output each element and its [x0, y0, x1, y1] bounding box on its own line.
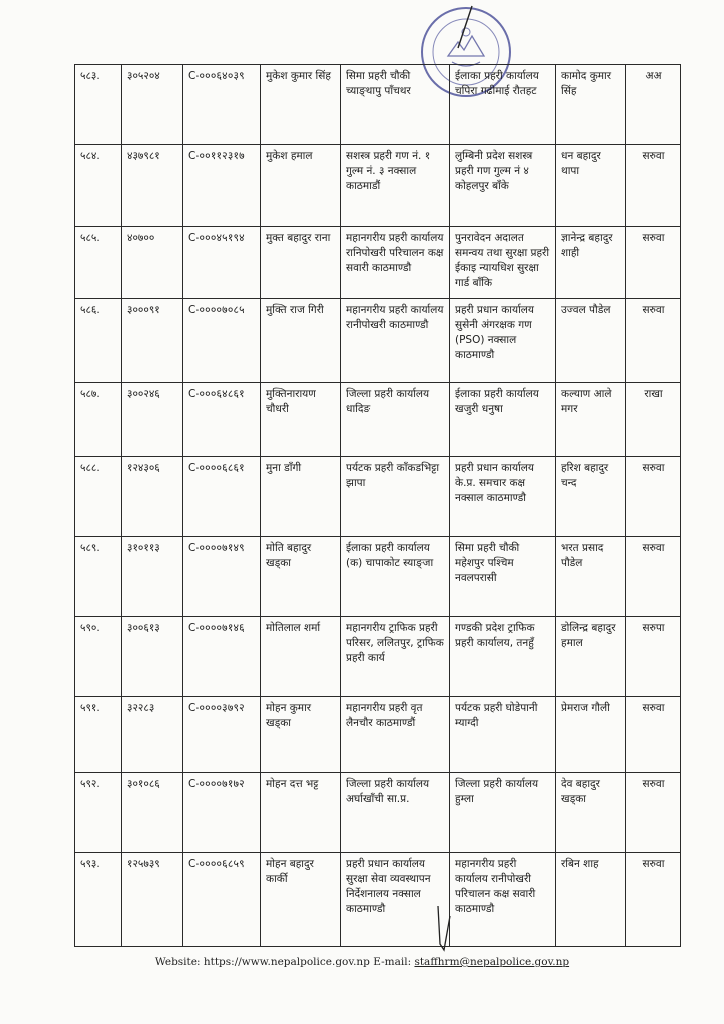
- record-code: C-००००६८६१: [183, 457, 261, 537]
- remark: सरुवा: [626, 773, 681, 853]
- remark: सरुवा: [626, 299, 681, 383]
- approver-name: रबिन शाह: [556, 853, 626, 947]
- footer-website: Website: https://www.nepalpolice.gov.np E-mail:: [154, 956, 415, 968]
- table-row: [75, 383, 681, 457]
- new-office: लुम्बिनी प्रदेश सशस्त्र प्रहरी गण गुल्म नं ४ कोहलपुर बाँके: [450, 145, 556, 227]
- table-row: [75, 299, 681, 383]
- table-row: [75, 227, 681, 299]
- new-office: सिमा प्रहरी चौकी महेशपुर पश्चिम नवलपरासी: [450, 537, 556, 617]
- new-office: ईलाका प्रहरी कार्यालय खजुरी धनुषा: [450, 383, 556, 457]
- serial-number: ५९३.: [75, 853, 122, 947]
- footer-email-link[interactable]: staffhrm@nepalpolice.gov.np: [414, 956, 570, 968]
- remark: राखा: [626, 383, 681, 457]
- serial-number: ५८८.: [75, 457, 122, 537]
- employee-name: मोहन कुमार खड्का: [261, 697, 341, 773]
- serial-number: ५८४.: [75, 145, 122, 227]
- remark: सरुवा: [626, 145, 681, 227]
- current-office: प्रहरी प्रधान कार्यालय सुरक्षा सेवा व्यवस्थापन निर्देशनालय नक्साल काठमाण्डौ: [341, 853, 450, 947]
- current-office: जिल्ला प्रहरी कार्यालय अर्घाखाँची सा.प्र.: [341, 773, 450, 853]
- table-row: [75, 697, 681, 773]
- serial-number: ५८६.: [75, 299, 122, 383]
- approver-name: धन बहादुर थापा: [556, 145, 626, 227]
- employee-name: मोति बहादुर खड्का: [261, 537, 341, 617]
- approver-name: देव बहादुर खड्का: [556, 773, 626, 853]
- record-code: C-००००३७९२: [183, 697, 261, 773]
- remark: सरुवा: [626, 853, 681, 947]
- personnel-id: ३०००९१: [122, 299, 183, 383]
- approver-name: ज्ञानेन्द्र बहादुर शाही: [556, 227, 626, 299]
- current-office: सशस्त्र प्रहरी गण नं. १ गुल्म नं. ३ नक्साल काठमाडौं: [341, 145, 450, 227]
- current-office: ईलाका प्रहरी कार्यालय (क) चापाकोट स्याङ्जा: [341, 537, 450, 617]
- approver-name: भरत प्रसाद पौडेल: [556, 537, 626, 617]
- remark: सरुवा: [626, 537, 681, 617]
- serial-number: ५९२.: [75, 773, 122, 853]
- table-row: [75, 617, 681, 697]
- personnel-id: ४३७९८१: [122, 145, 183, 227]
- employee-name: मुक्ति राज गिरी: [261, 299, 341, 383]
- approver-name: कामोद कुमार सिंह: [556, 65, 626, 145]
- current-office: महानगरीय प्रहरी कार्यालय रानीपोखरी काठमाण्डौ: [341, 299, 450, 383]
- table-row: [75, 145, 681, 227]
- table-row: [75, 773, 681, 853]
- table-row: [75, 853, 681, 947]
- personnel-id: ३१०११३: [122, 537, 183, 617]
- current-office: महानगरीय ट्राफिक प्रहरी परिसर, ललितपुर, ट्राफिक प्रहरी कार्य: [341, 617, 450, 697]
- table-row: [75, 457, 681, 537]
- record-code: C-००११२३१७: [183, 145, 261, 227]
- current-office: जिल्ला प्रहरी कार्यालय धादिङ: [341, 383, 450, 457]
- remark: सरुपा: [626, 617, 681, 697]
- record-code: C-०००६४८६१: [183, 383, 261, 457]
- personnel-id: ३००२४६: [122, 383, 183, 457]
- personnel-id: ३२२८३: [122, 697, 183, 773]
- employee-name: मोहन दत्त भट्ट: [261, 773, 341, 853]
- current-office: महानगरीय प्रहरी वृत लैनचौर काठमाण्डौं: [341, 697, 450, 773]
- new-office: पुनरावेदन अदालत समन्वय तथा सुरक्षा प्रहरी ईकाइ न्यायधिश सुरक्षा गार्ड बाँकि: [450, 227, 556, 299]
- record-code: C-००००७१७२: [183, 773, 261, 853]
- personnel-id: १२५७३९: [122, 853, 183, 947]
- new-office: ईलाका प्रहरी कार्यालय चपिरा गढीमाई रौतहट: [450, 65, 556, 145]
- record-code: C-००००७१४६: [183, 617, 261, 697]
- employee-name: मुना डाँगी: [261, 457, 341, 537]
- new-office: पर्यटक प्रहरी घोडेपानी म्याग्दी: [450, 697, 556, 773]
- personnel-id: ३०५२०४: [122, 65, 183, 145]
- serial-number: ५८७.: [75, 383, 122, 457]
- approver-name: कल्याण आले मगर: [556, 383, 626, 457]
- current-office: सिमा प्रहरी चौकी च्याङ्थापु पाँचथर: [341, 65, 450, 145]
- new-office: महानगरीय प्रहरी कार्यालय रानीपोखरी परिचालन कक्ष सवारी काठमाण्डौ: [450, 853, 556, 947]
- record-code: C-००००७०८५: [183, 299, 261, 383]
- employee-name: मोतिलाल शर्मा: [261, 617, 341, 697]
- record-code: C-००००६८५९: [183, 853, 261, 947]
- personnel-id: १२४३०६: [122, 457, 183, 537]
- new-office: प्रहरी प्रधान कार्यालय सुसेनी अंगरक्षक गण (PSO) नक्साल काठमाण्डौ: [450, 299, 556, 383]
- employee-name: मुकेश हमाल: [261, 145, 341, 227]
- new-office: प्रहरी प्रधान कार्यालय के.प्र. समचार कक्ष नक्साल काठमाण्डौ: [450, 457, 556, 537]
- signature-mark-icon: [434, 904, 454, 954]
- page-footer: [0, 956, 724, 968]
- current-office: महानगरीय प्रहरी कार्यालय रानिपोखरी परिचालन कक्ष सवारी काठमाण्डौ: [341, 227, 450, 299]
- employee-name: मुकेश कुमार सिंह: [261, 65, 341, 145]
- serial-number: ५८९.: [75, 537, 122, 617]
- new-office: जिल्ला प्रहरी कार्यालय हुम्ला: [450, 773, 556, 853]
- employee-name: मुक्तिनारायण चौधरी: [261, 383, 341, 457]
- personnel-id: ३०१०८६: [122, 773, 183, 853]
- employee-name: मुक्त बहादुर राना: [261, 227, 341, 299]
- remark: अअ: [626, 65, 681, 145]
- approver-name: प्रेमराज गौली: [556, 697, 626, 773]
- current-office: पर्यटक प्रहरी काँकडभिट्टा झापा: [341, 457, 450, 537]
- table-row: [75, 537, 681, 617]
- serial-number: ५८५.: [75, 227, 122, 299]
- remark: सरुवा: [626, 457, 681, 537]
- remark: सरुवा: [626, 227, 681, 299]
- approver-name: हरिश बहादुर चन्द: [556, 457, 626, 537]
- serial-number: ५८३.: [75, 65, 122, 145]
- transfer-table: [74, 64, 681, 947]
- approver-name: डोलिन्द्र बहादुर हमाल: [556, 617, 626, 697]
- personnel-id: ४०७००: [122, 227, 183, 299]
- approver-name: उज्वल पौडेल: [556, 299, 626, 383]
- record-code: C-००००७१४९: [183, 537, 261, 617]
- new-office: गण्डकी प्रदेश ट्राफिक प्रहरी कार्यालय, तनहुँ: [450, 617, 556, 697]
- record-code: C-०००६४०३९: [183, 65, 261, 145]
- record-code: C-०००४५१९४: [183, 227, 261, 299]
- table-row: [75, 65, 681, 145]
- serial-number: ५९१.: [75, 697, 122, 773]
- personnel-id: ३००६१३: [122, 617, 183, 697]
- serial-number: ५९०.: [75, 617, 122, 697]
- remark: सरुवा: [626, 697, 681, 773]
- employee-name: मोहन बहादुर कार्की: [261, 853, 341, 947]
